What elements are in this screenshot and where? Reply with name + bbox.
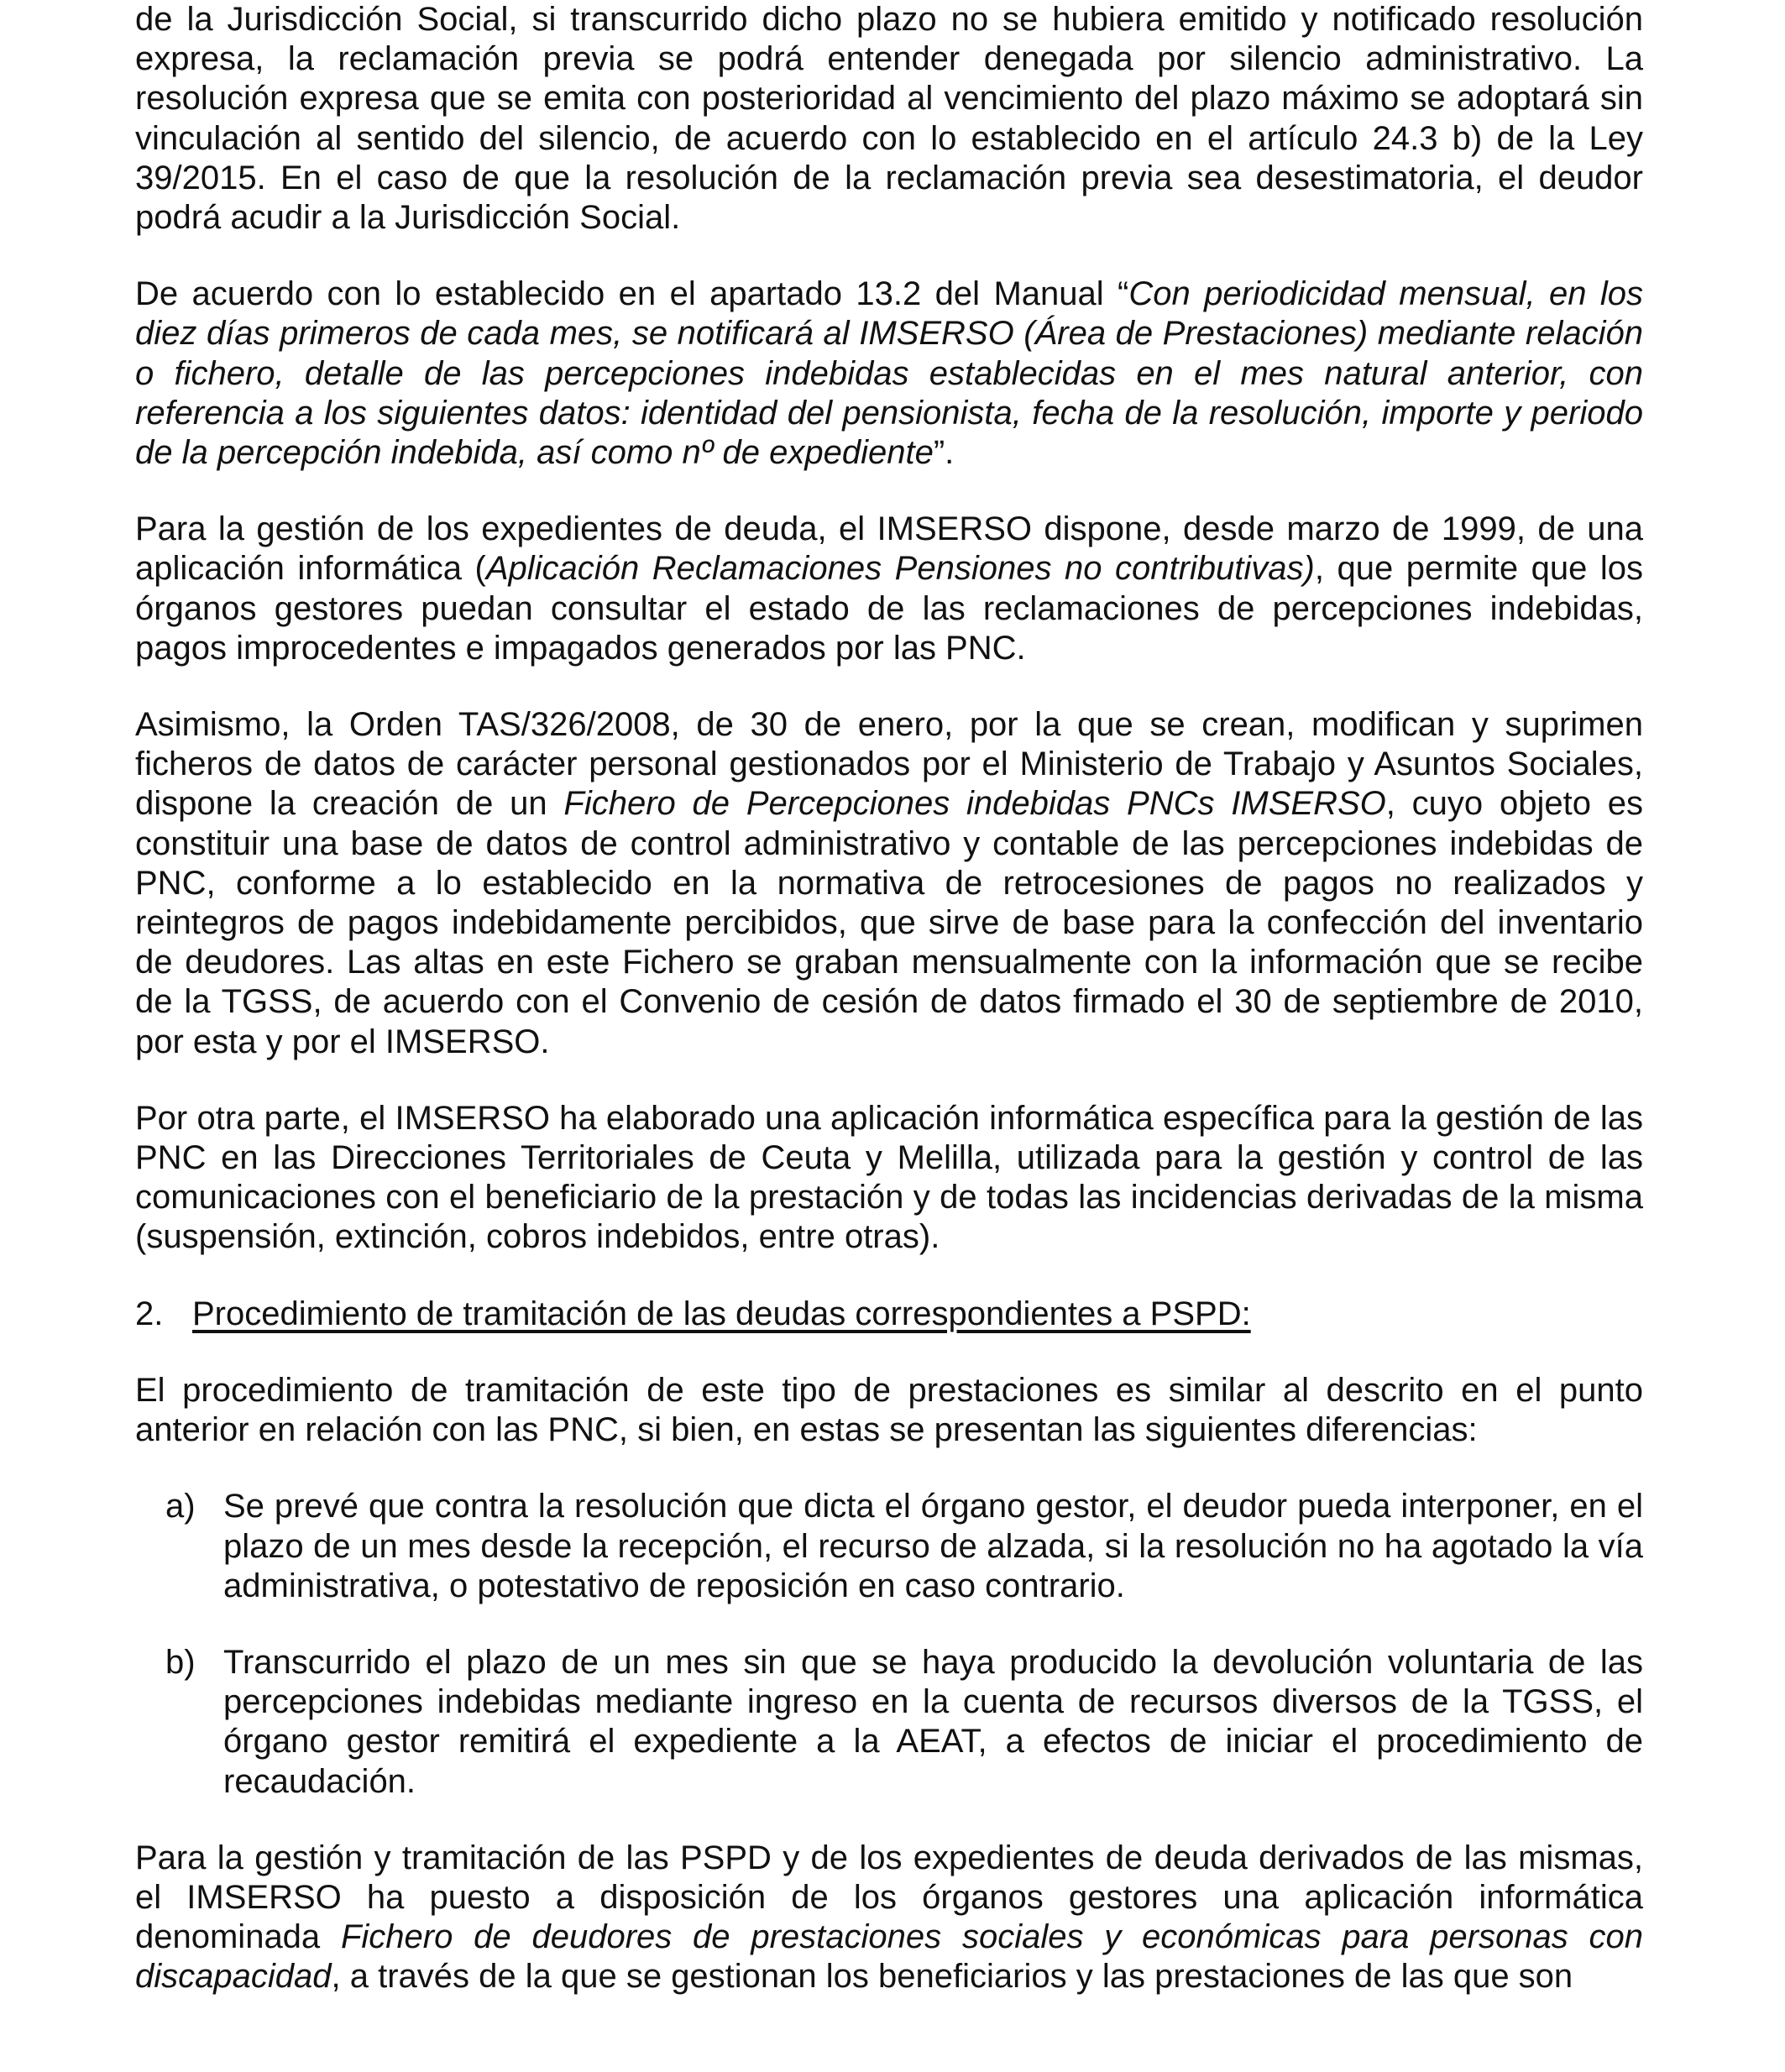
section-title: Procedimiento de tramitación de las deudas correspondientes a PSPD:: [192, 1295, 1251, 1332]
paragraph-aplicacion-italic: Aplicación Reclamaciones Pensiones no contributivas): [485, 550, 1315, 588]
paragraph-orden-lead: Asimismo, la Orden TAS/326/2008, de 30 de enero, por la que se crean, modifican y suprimen ficheros de datos de carácter personal gestionados por el Ministerio de Trabajo y Asuntos Sociales, dispone la creación de un: [135, 706, 1643, 823]
paragraph-fichero-tail: , a través de la que se gestionan los beneficiarios y las prestaciones de las que son: [331, 1958, 1573, 1996]
section-heading-pspd: [135, 1295, 1643, 1334]
paragraph-aplicacion-lead: Para la gestión de los expedientes de deuda, el IMSERSO dispone, desde marzo de 1999, de una aplicación informática (: [135, 510, 1643, 588]
paragraph-orden-tas: [135, 705, 1643, 1062]
paragraph-fichero-deudores: [135, 1839, 1643, 1997]
list-item-text: Transcurrido el plazo de un mes sin que se haya producido la devolución voluntaria de las percepciones indebidas mediante ingreso en la cuenta de recursos diversos de la TGSS, el órgano gestor remitirá el expediente a la AEAT, a efectos de iniciar el procedimiento de recaudación.: [223, 1643, 1643, 1800]
paragraph-orden-italic: Fichero de Percepciones indebidas PNCs IMSERSO: [563, 785, 1386, 823]
paragraph-fichero-lead: Para la gestión y tramitación de las PSPD y de los expedientes de deuda derivados de las mismas, el IMSERSO ha puesto a disposición de los órganos gestores una aplicación informática denominada: [135, 1839, 1643, 1956]
paragraph-manual-quote: Con periodicidad mensual, en los diez días primeros de cada mes, se notificará al IMSERSO (Área de Prestaciones) mediante relación o fichero, detalle de las percepciones indebidas establecidas en el mes natural anterior, con referencia a los siguientes datos: identidad del pensionista, fecha de la resolución, importe y periodo de la percepción indebida, así como nº de expediente: [135, 275, 1643, 472]
paragraph-orden-tail: , cuyo objeto es constituir una base de datos de control administrativo y contable de las percepciones indebidas de PNC, conforme a lo establecido en la normativa de retrocesiones de pagos no realizados y reintegros de pagos indebidamente percibidos, que sirve de base para la confección del inventario de deudores. Las altas en este Fichero se graban mensualmente con la información que se recibe de la TGSS, de acuerdo con el Convenio de cesión de datos firmado el 30 de septiembre de 2010, por esta y por el IMSERSO.: [135, 785, 1643, 1060]
paragraph-manual-lead: De acuerdo con lo establecido en el apartado 13.2 del Manual “: [135, 275, 1129, 313]
list-item-b: [135, 1643, 1643, 1802]
paragraph-aplicacion-reclamaciones: [135, 510, 1643, 668]
list-item-text: Se prevé que contra la resolución que dicta el órgano gestor, el deudor pueda interponer, en el plazo de un mes desde la recepción, el recurso de alzada, si la resolución no ha agotado la vía administrativa, o potestativo de reposición en caso contrario.: [223, 1488, 1643, 1604]
paragraph-procedimiento-similar: El procedimiento de tramitación de este tipo de prestaciones es similar al descrito en el punto anterior en relación con las PNC, si bien, en estas se presentan las siguientes diferencias:: [135, 1371, 1643, 1449]
paragraph-silencio-administrativo: de la Jurisdicción Social, si transcurrido dicho plazo no se hubiera emitido y notificado resolución expresa, la reclamación previa se podrá entender denegada por silencio administrativo. La resolución expresa que se emita con posterioridad al vencimiento del plazo máximo se adoptará sin vinculación al sentido del silencio, de acuerdo con lo establecido en el artículo 24.3 b) de la Ley 39/2015. En el caso de que la resolución de la reclamación previa sea desestimatoria, el deudor podrá acudir a la Jurisdicción Social.: [135, 1, 1643, 237]
paragraph-fichero-italic: Fichero de deudores de prestaciones sociales y económicas para personas con discapacidad: [135, 1918, 1643, 1996]
paragraph-manual-13-2: [135, 275, 1643, 473]
paragraph-ceuta-melilla: Por otra parte, el IMSERSO ha elaborado una aplicación informática específica para la gestión de las PNC en las Direcciones Territoriales de Ceuta y Melilla, utilizada para la gestión y control de las comunicaciones con el beneficiario de la prestación y de todas las incidencias derivadas de la misma (suspensión, extinción, cobros indebidos, entre otras).: [135, 1099, 1643, 1256]
list-marker: a): [165, 1488, 196, 1525]
list-marker: b): [165, 1643, 196, 1681]
list-item-a: [135, 1487, 1643, 1606]
document-page: [135, 0, 1643, 1997]
paragraph-aplicacion-tail: , que permite que los órganos gestores puedan consultar el estado de las reclamaciones de percepciones indebidas, pagos improcedentes e impagados generados por las PNC.: [135, 550, 1643, 667]
paragraph-manual-tail: ”.: [933, 434, 955, 472]
section-number: 2.: [135, 1295, 164, 1332]
